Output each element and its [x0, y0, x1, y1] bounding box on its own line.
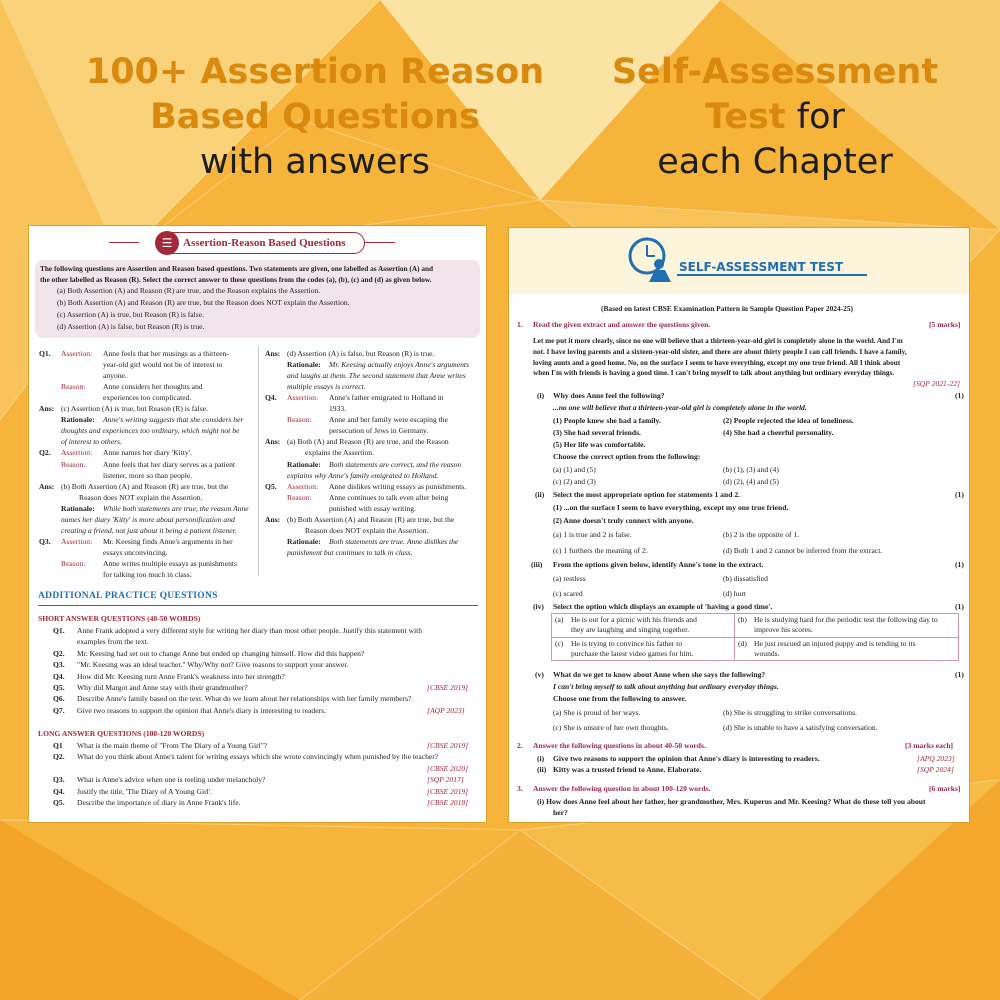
v-option: (c) She is unsure of her own thoughts. [553, 723, 669, 732]
item-text: (d) Assertion (A) is false, but Reason (R) is true. [287, 349, 435, 358]
assertion-label: Assertion: [287, 481, 319, 491]
rationale-text: explains why Anne's family emigrated to Holland. [287, 470, 439, 480]
iv-cell-text: He is studying hard for the periodic test the following day to [754, 615, 938, 624]
item-text: Anne names her diary 'Kitty'. [103, 448, 192, 458]
extract-line: Let me put it more clearly, since no one will believe that a thirteen-year-old girl is completely alone in the world. And I'm [533, 337, 903, 345]
rationale-text: punishment but continues to talk in class. [287, 547, 413, 557]
item-number: Ans: [265, 349, 281, 358]
ii-statement: (2) Anne doesn't truly connect with anyone. [553, 516, 694, 525]
question-text: Describe Anne's family based on the text. What do we learn about her relationships with her family members? [77, 694, 412, 704]
v-option: (a) She is proud of her ways. [553, 708, 641, 717]
rationale-label: Rationale: [287, 360, 321, 370]
i-option: (a) (1) and (5) [553, 465, 596, 474]
iv-cell-text: improve his scores. [754, 625, 813, 634]
rationale-text: names her diary 'Kitty' is more about personification and [61, 514, 235, 524]
rationale-text: thoughts and experiences too ordinary, which might not be [61, 426, 240, 436]
item-number: Ans: [39, 404, 55, 414]
iii-question: From the options given below, identify Anne's tone in the extract. [553, 560, 764, 569]
source-tag: [SQP 2017] [427, 775, 464, 785]
answer-code: (b) Both Assertion (A) and Reason (R) are true, but the Reason does NOT explain the Assertion. [57, 298, 350, 307]
question-number: Q1. [53, 626, 65, 635]
item-number: Q5. [265, 481, 277, 491]
question-text: Why did Margot and Anne stay with their grandmother? [77, 683, 248, 692]
source-tag: [CBSE 2019] [427, 786, 469, 796]
iv-question: Select the option which displays an example of 'having a good time'. [553, 602, 773, 611]
additional-rule [38, 605, 478, 606]
item-text: Anne feels that her diary serves as a patient [103, 459, 235, 469]
question-text: Anne Frank adopted a very different style for writing her diary than most other people. Justify this statement with [77, 626, 423, 635]
assertion-label: Assertion: [61, 536, 93, 546]
q1-text: Read the given extract and answer the questions given. [533, 320, 711, 329]
q2-item-text: Give two reasons to support the opinion that Anne's diary is interesting to readers. [553, 754, 820, 763]
question-number: Q3. [53, 775, 65, 785]
i-statement: (2) People rejected the idea of loneliness. [723, 416, 854, 425]
q2-item-number: (i) [537, 754, 545, 763]
banner-ornament-right [365, 242, 395, 243]
left-heading-line3: with answers [199, 142, 431, 182]
extract-line: loving aunts and a good home. No, on the surface I seem to have everything, except my one true friend. All I think about [533, 358, 901, 367]
right-heading-line3: each Chapter [657, 142, 893, 182]
question-text: Mr. Keesing had set out to change Anne but ended up changing himself. How did this happen? [77, 648, 365, 658]
q2-text: Answer the following questions in about 40-50 words. [533, 741, 706, 750]
q2-item-text: Kitty was a trusted friend to Anne. Elaborate. [553, 765, 702, 774]
right-heading-line2-bold: Test [705, 97, 786, 137]
option-table-hline [551, 637, 959, 638]
assertion-label: Reason: [61, 382, 86, 392]
iv-cell-text: He is out for a picnic with his friends and [571, 615, 697, 624]
iv-cell-text: He just rescued an injured puppy and is tending to its [754, 639, 916, 648]
source-tag: [CBSE 2019] [427, 683, 469, 692]
short-title: SHORT ANSWER QUESTIONS (40-50 WORDS) [38, 614, 201, 623]
assertion-label: Reason: [61, 459, 86, 469]
iii-number: (iii) [531, 560, 543, 569]
item-text: (b) Both Assertion (A) and Reason (R) are true, but the [287, 514, 455, 524]
rationale-label: Rationale: [61, 415, 95, 425]
i-marks: (1) [955, 391, 964, 400]
rationale-text: creating a friend, not just about it being a patient listener. [61, 525, 237, 535]
iii-option: (c) scared [553, 589, 583, 598]
rationale-text: Both statements are correct, and the reason [329, 459, 462, 469]
long-title: LONG ANSWER QUESTIONS (100-120 WORDS) [38, 729, 205, 738]
iv-cell-text: He is trying to convince his father to [571, 639, 683, 648]
answer-code: (c) Assertion (A) is true, but Reason (R) is false. [57, 310, 204, 319]
instruction-line: the other labelled as Reason (R). Select the correct answer to these questions from the codes (a), (b), (c) and (d) as given below. [40, 274, 432, 284]
question-number: Q5. [53, 798, 65, 807]
item-text: listener, more so than people. [103, 470, 193, 480]
i-option: (d) (2), (4) and (5) [723, 477, 779, 486]
item-number: Ans: [265, 514, 281, 524]
q1-marks: [5 marks] [929, 320, 961, 329]
i-option: (b) (1), (3) and (4) [723, 465, 779, 474]
ii-option: (d) Both 1 and 2 cannot be inferred from the extract. [723, 546, 883, 555]
question-number: Q4. [53, 786, 65, 796]
iv-cell-text: purchase the latest video games for him. [571, 649, 694, 658]
item-number: Q3. [39, 536, 51, 546]
iii-option: (b) dissatisfied [723, 574, 768, 583]
basis-note: (Based on latest CBSE Examination Pattern in Sample Question Paper 2024-25) [601, 304, 853, 313]
question-text: What is the main theme of "From The Diary of a Young Girl"? [77, 741, 268, 750]
ii-statement: (1) ...on the surface I seem to have everything, except my one true friend. [553, 503, 789, 512]
ii-number: (ii) [535, 490, 545, 499]
q2-item-source: [SQP 2024] [917, 765, 954, 774]
question-number: Q5. [53, 683, 65, 692]
item-text: (b) Both Assertion (A) and Reason (R) are true, but the [61, 481, 229, 491]
v-marks: (1) [955, 670, 964, 679]
iii-marks: (1) [955, 560, 964, 569]
item-text: Anne writes multiple essays as punishments [103, 558, 237, 568]
q2-marks: [3 marks each] [905, 741, 954, 750]
item-text: Reason does NOT explain the Assertion. [79, 492, 203, 502]
iv-marks: (1) [955, 602, 964, 611]
item-number: Q4. [265, 393, 277, 403]
additional-title: ADDITIONAL PRACTICE QUESTIONS [38, 591, 218, 601]
ii-option: (b) 2 is the opposite of 1. [723, 530, 800, 539]
banner-icon: ☰ [155, 231, 179, 255]
item-text: Mr. Keesing finds Anne's arguments in her [103, 536, 233, 546]
i-quote: ...no one will believe that a thirteen-year-old girl is completely alone in the world. [553, 403, 807, 412]
item-text: persecution of Jews in Germany. [329, 426, 429, 436]
i-question: Why does Anne feel the following? [553, 391, 665, 400]
right-heading-line2-plain: for [785, 97, 845, 137]
i-option: (c) (2) and (3) [553, 477, 596, 486]
q1-number: 1. [517, 320, 523, 329]
v-option: (b) She is struggling to strike conversations. [723, 708, 857, 717]
v-quote: I can't bring myself to talk about anything but ordinary everyday things. [553, 682, 779, 691]
question-text: Describe the importance of diary in Anne Frank's life. [77, 798, 241, 807]
item-text: 1933. [329, 404, 347, 414]
assertion-label: Assertion: [61, 448, 93, 458]
self-assessment-page [508, 227, 970, 823]
banner-title: SELF-ASSESSMENT TEST [679, 260, 844, 274]
item-text: year-old girl would not be of interest to [103, 360, 223, 370]
right-heading-line1: Self-Assessment [611, 52, 939, 92]
assertion-label: Assertion: [61, 349, 93, 358]
answer-code: (a) Both Assertion (A) and Reason (R) are true, and the Reason explains the Assertion. [57, 286, 321, 295]
right-heading [560, 50, 990, 185]
banner-underline [677, 274, 867, 276]
left-heading-line1: 100+ Assertion Reason [85, 52, 545, 92]
iv-cell-letter: (c) [555, 639, 564, 648]
iii-option: (a) restless [553, 574, 586, 583]
item-number: Ans: [265, 437, 281, 447]
v-number: (v) [535, 670, 544, 679]
iv-number: (iv) [533, 602, 544, 611]
item-text: explains the Assertion. [305, 448, 374, 458]
question-text: What do you think about Anne's talent for writing essays which she wrote convincingly when punished by the teacher? [77, 752, 439, 762]
extract-line: when I'm with friends is having a good time. I can't bring myself to talk about anything but ordinary everyday things. [533, 369, 895, 378]
left-heading-line2: Based Questions [150, 97, 480, 137]
question-number: Q4. [53, 671, 65, 681]
assertion-reason-page [28, 225, 487, 823]
i-statement: (3) She had several friends. [553, 428, 641, 437]
column-divider [258, 346, 259, 576]
item-text: Anne continues to talk even after being [329, 492, 449, 502]
q3-item: her? [553, 808, 568, 817]
question-number: Q3. [53, 660, 65, 670]
question-text: Justify the title, 'The Diary of A Young Girl'. [77, 786, 212, 796]
source-tag: [AQP 2023] [427, 705, 465, 715]
assertion-label: Assertion: [287, 393, 319, 403]
left-heading [60, 50, 570, 185]
banner-ornament-left [109, 242, 139, 243]
rationale-text: Both statements are true. Anne dislikes the [329, 536, 459, 546]
q3-item: (i) How does Anne feel about her father, her grandmother, Mrs. Kuperus and Mr. Keesing? What do these tell you about [537, 797, 926, 806]
item-text: punished with essay writing. [329, 503, 416, 513]
item-number: Q2. [39, 448, 51, 458]
source-tag: [CBSE 2018] [427, 798, 469, 807]
iv-cell-text: they are laughing and singing together. [571, 625, 690, 634]
iv-cell-text: wounds. [754, 649, 780, 658]
question-number: Q2. [53, 648, 65, 658]
option-table-vline [734, 613, 735, 661]
item-text: essays unconvincing. [103, 547, 168, 557]
iv-cell-letter: (a) [555, 615, 564, 624]
rationale-text: Mr. Keesing actually enjoys Anne's arguments [329, 360, 469, 370]
instruction-line: The following questions are Assertion and Reason based questions. Two statements are given, one labelled as Assertion (A) and [40, 264, 434, 273]
question-number: Q6. [53, 694, 65, 704]
source-tag: [CBSE 2019] [427, 741, 469, 750]
i-statement: (4) She had a cheerful personality. [723, 428, 834, 437]
iv-cell-letter: (b) [738, 615, 747, 624]
rationale-label: Rationale: [287, 459, 321, 469]
item-text: Anne's father emigrated to Holland in [329, 393, 444, 403]
rationale-text: While both statements are true, the reason Anne [103, 503, 249, 513]
item-text: experiences too complicated. [103, 393, 192, 403]
question-number: Q1 [53, 741, 63, 750]
ii-question: Select the most appropriate option for statements 1 and 2. [553, 490, 741, 499]
question-number: Q7. [53, 705, 65, 715]
i-number: (i) [537, 391, 545, 400]
q3-number: 3. [517, 784, 523, 793]
question-text: How did Mr. Keesing turn Anne Frank's weakness into her strength? [77, 671, 285, 681]
rationale-text: and laughs at them. The second statement that Anne writes [287, 371, 466, 381]
ii-marks: (1) [955, 490, 964, 499]
extract-line: not. I have loving parents and a sixteen-year-old sister, and there are about thirty people I can call friends. I have a family, [533, 347, 907, 356]
iii-option: (d) hurt [723, 589, 746, 598]
i-choose: Choose the correct option from the following: [553, 452, 701, 461]
rationale-label: Rationale: [61, 503, 95, 513]
item-text: Reason does NOT explain the Assertion. [305, 525, 429, 535]
q2-number: 2. [517, 741, 523, 750]
i-statement: (1) People knew she had a family. [553, 416, 661, 425]
banner-title: Assertion-Reason Based Questions [183, 237, 346, 249]
rationale-text: multiple essays is correct. [287, 382, 366, 392]
answer-code: (d) Assertion (A) is false, but Reason (R) is true. [57, 322, 205, 331]
question-text: "Mr. Keesing was an ideal teacher." Why/Why not? Give reasons to support your answer. [77, 660, 349, 670]
rationale-text: of interest to others. [61, 437, 122, 447]
item-text: anyone. [103, 371, 127, 381]
question-text: What is Anne's advice when one is reeling under melancholy? [77, 775, 266, 785]
i-statement: (5) Her life was comfortable. [553, 440, 646, 449]
item-text: (c) Assertion (A) is true, but Reason (R) is false. [61, 404, 208, 414]
iv-cell-letter: (d) [738, 639, 747, 648]
item-number: Ans: [39, 481, 55, 491]
extract-source: [SQP 2021-22] [913, 379, 960, 388]
assertion-label: Reason: [287, 415, 312, 425]
rationale-text: Anne's writing suggests that she considers her [103, 415, 244, 425]
ii-option: (a) 1 is true and 2 is false. [553, 530, 632, 539]
question-text: Give two reasons to support the opinion that Anne's diary is interesting to readers. [77, 705, 326, 715]
item-text: Anne dislikes writing essays as punishments. [329, 481, 467, 491]
assertion-label: Reason: [287, 492, 312, 502]
clock-reader-icon [625, 234, 675, 284]
q3-marks: [6 marks] [929, 784, 961, 793]
assertion-label: Reason: [61, 558, 86, 568]
item-number: Q1. [39, 349, 51, 358]
question-number: Q2. [53, 752, 65, 762]
ii-option: (c) 1 furthers the meaning of 2. [553, 546, 648, 555]
item-text: Anne feels that her musings as a thirteen- [103, 349, 229, 358]
question-text: examples from the text. [77, 637, 149, 647]
item-text: Anne considers her thoughts and [103, 382, 203, 392]
v-question: What do we get to know about Anne when she says the following? [553, 670, 766, 679]
rationale-label: Rationale: [287, 536, 321, 546]
item-text: Anne and her family were escaping the [329, 415, 448, 425]
v-choose: Choose one from the following to answer. [553, 694, 687, 703]
q2-item-source: [APQ 2023] [917, 754, 955, 763]
q3-text: Answer the following question in about 100-120 words. [533, 784, 711, 793]
q2-item-number: (ii) [537, 765, 547, 774]
v-option: (d) She is unable to have a satisfying conversation. [723, 723, 878, 732]
source-tag: [CBSE 2020] [427, 763, 469, 773]
item-text: (a) Both (A) and Reason (R) are true, and the Reason [287, 437, 449, 447]
item-text: for talking too much in class. [103, 570, 192, 579]
